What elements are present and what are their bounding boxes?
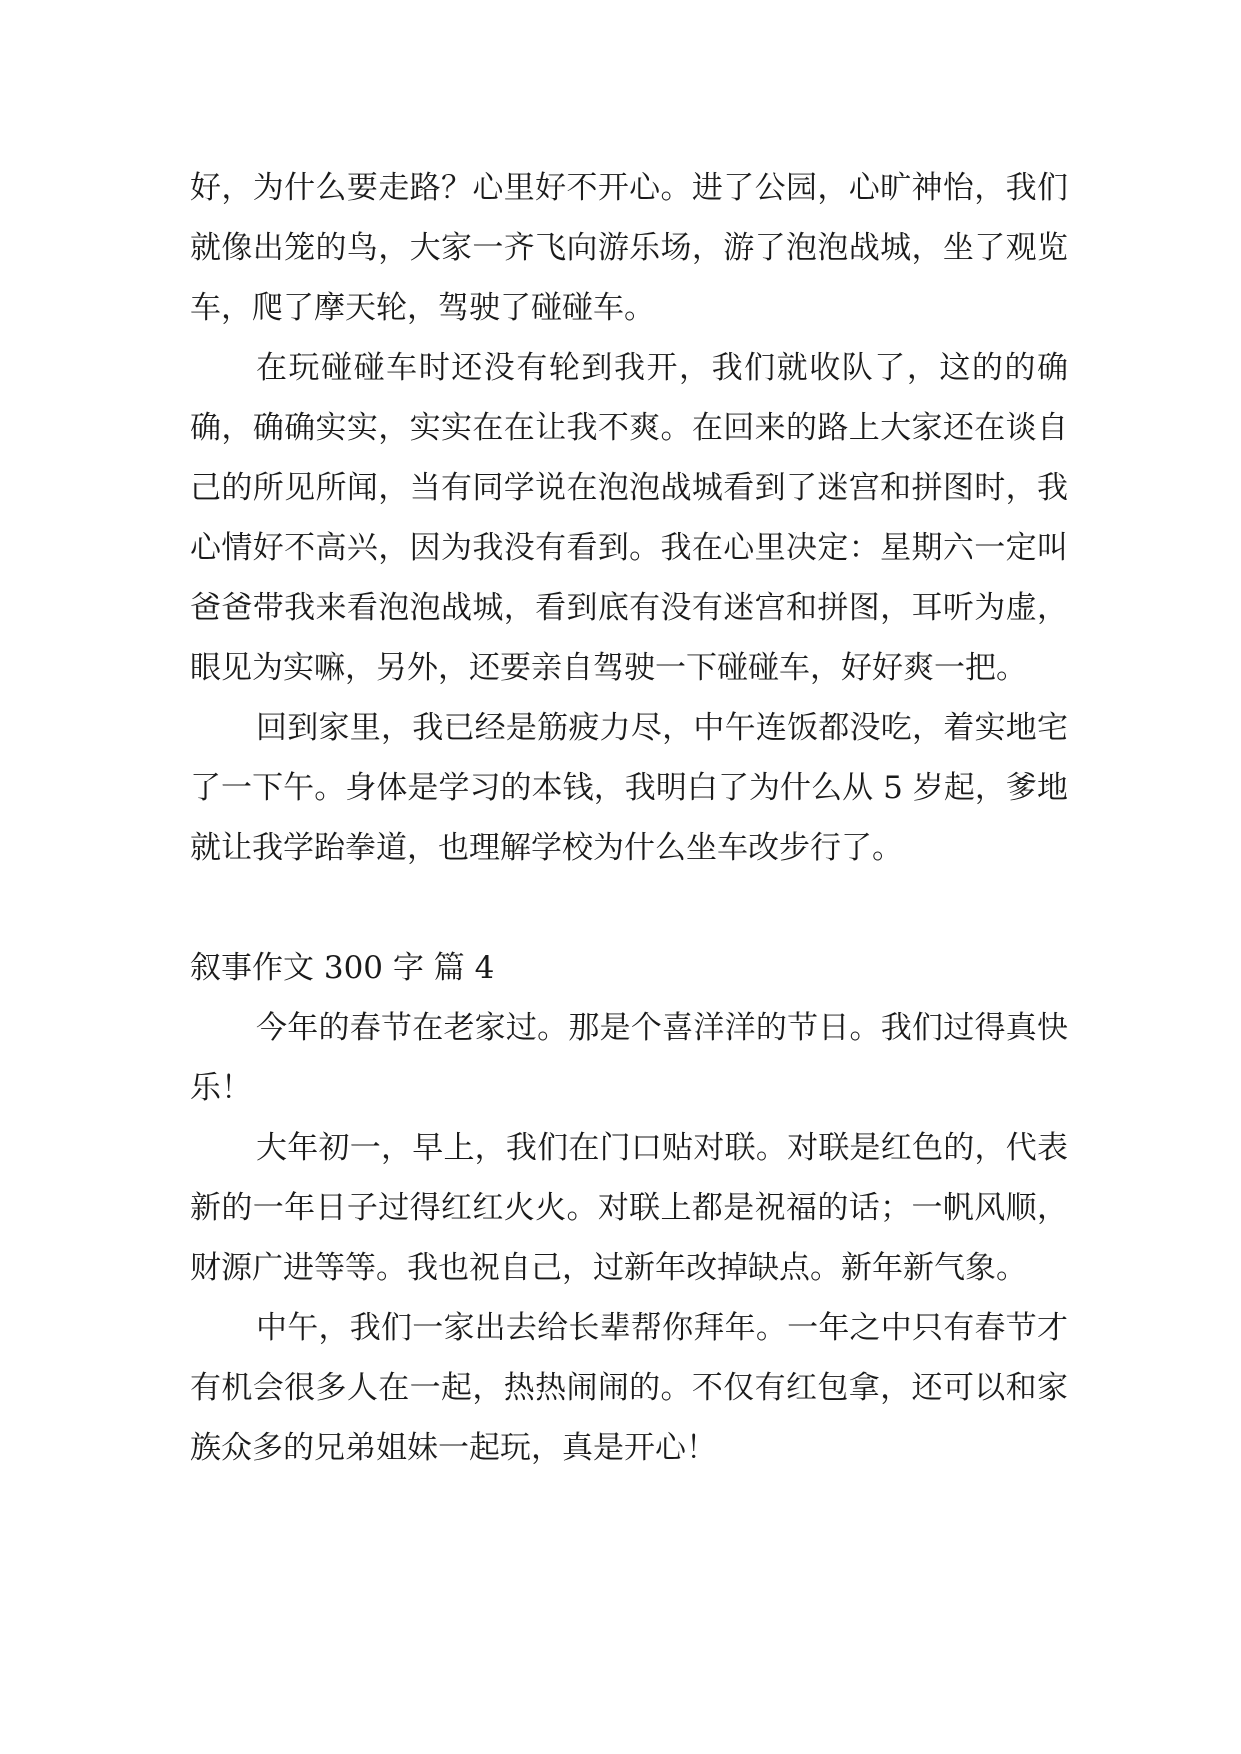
paragraph-spring-festival: 今年的春节在老家过。那是个喜洋洋的节日。我们过得真快乐！	[190, 1010, 1068, 1106]
paragraph-back-home: 回到家里，我已经是筋疲力尽，中午连饭都没吃，着实地宅了一下午。身体是学习的本钱，我明白了为什么从 5 岁起，爹地就让我学跆拳道，也理解学校为什么坐车改步行了。	[190, 710, 1068, 866]
paragraph-new-year-visit: 中午，我们一家出去给长辈帮你拜年。一年之中只有春节才有机会很多人在一起，热热闹闹的。不仅有红包拿，还可以和家族众多的兄弟姐妹一起玩，真是开心！	[190, 1310, 1068, 1466]
document-page	[190, 158, 1068, 1478]
paragraph-bumper-car: 在玩碰碰车时还没有轮到我开，我们就收队了，这的的确确，确确实实，实实在在让我不爽。在回来的路上大家还在谈自己的所见所闻，当有同学说在泡泡战城看到了迷宫和拼图时，我心情好不高兴，因为我没有看到。我在心里决定：星期六一定叫爸爸带我来看泡泡战城，看到底有没有迷宫和拼图，耳听为虚，眼见为实嘛，另外，还要亲自驾驶一下碰碰车，好好爽一把。	[190, 350, 1068, 686]
paragraph-continued: 好，为什么要走路？心里好不开心。进了公园，心旷神怡，我们就像出笼的鸟，大家一齐飞向游乐场，游了泡泡战城，坐了观览车，爬了摩天轮，驾驶了碰碰车。	[190, 170, 1068, 326]
essay-heading: 叙事作文 300 字 篇 4	[190, 950, 495, 986]
paragraph-couplets: 大年初一，早上，我们在门口贴对联。对联是红色的，代表新的一年日子过得红红火火。对联上都是祝福的话；一帆风顺，财源广进等等。我也祝自己，过新年改掉缺点。新年新气象。	[190, 1130, 1068, 1286]
